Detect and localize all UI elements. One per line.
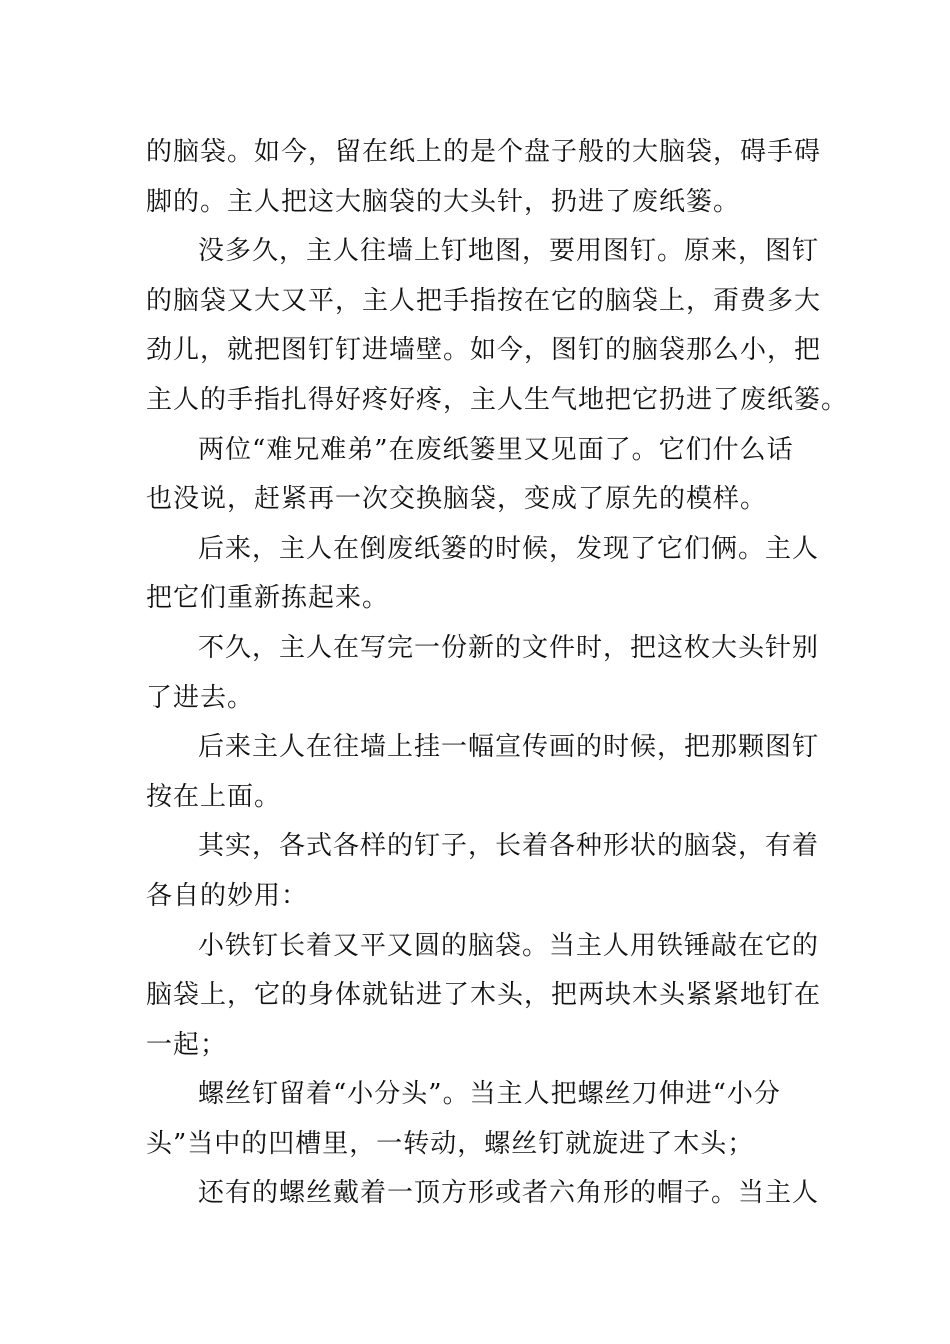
text-line: 各自的妙用： <box>146 880 309 911</box>
text-line: 的脑袋。如今，留在纸上的是个盘子般的大脑袋，碍手碍 <box>146 137 822 167</box>
paragraph-start-line: 螺丝钉留着“小分头”。当主人把螺丝刀伸进“小分 <box>198 1079 781 1110</box>
paragraph-start-line: 不久，主人在写完一份新的文件时，把这枚大头针别 <box>198 632 820 663</box>
paragraph-start-line: 两位“难兄难弟”在废纸篓里又见面了。它们什么话 <box>198 434 794 465</box>
paragraph-start-line: 其实，各式各样的钉子，长着各种形状的脑袋，有着 <box>198 831 820 862</box>
text-line: 按在上面。 <box>146 781 282 812</box>
text-line: 一起； <box>146 1029 228 1060</box>
text-line: 的脑袋又大又平，主人把手指按在它的脑袋上，甭费多大 <box>146 285 822 316</box>
paragraph-start-line: 后来，主人在倒废纸篓的时候，发现了它们俩。主人 <box>198 533 820 564</box>
paragraph-start-line: 小铁钉长着又平又圆的脑袋。当主人用铁锤敲在它的 <box>198 930 820 961</box>
paragraph-start-line: 没多久，主人往墙上钉地图，要用图钉。原来，图钉 <box>198 236 820 267</box>
text-line: 也没说，赶紧再一次交换脑袋，变成了原先的模样。 <box>146 484 768 515</box>
text-line: 脑袋上，它的身体就钻进了木头，把两块木头紧紧地钉在 <box>146 980 822 1011</box>
text-line: 脚的。主人把这大脑袋的大头针，扔进了废纸篓。 <box>146 186 741 217</box>
text-line: 了进去。 <box>146 682 255 713</box>
text-line: 主人的手指扎得好疼好疼，主人生气地把它扔进了废纸篓。 <box>146 384 849 415</box>
text-line: 把它们重新拣起来。 <box>146 583 390 614</box>
text-line: 劲儿，就把图钉钉进墙壁。如今，图钉的脑袋那么小，把 <box>146 335 822 366</box>
body-text <box>146 128 849 1219</box>
paragraph-start-line: 还有的螺丝戴着一顶方形或者六角形的帽子。当主人 <box>198 1178 820 1209</box>
paragraph-start-line: 后来主人在往墙上挂一幅宣传画的时候，把那颗图钉 <box>198 732 820 763</box>
text-line: 头”当中的凹槽里，一转动，螺丝钉就旋进了木头； <box>146 1128 755 1159</box>
